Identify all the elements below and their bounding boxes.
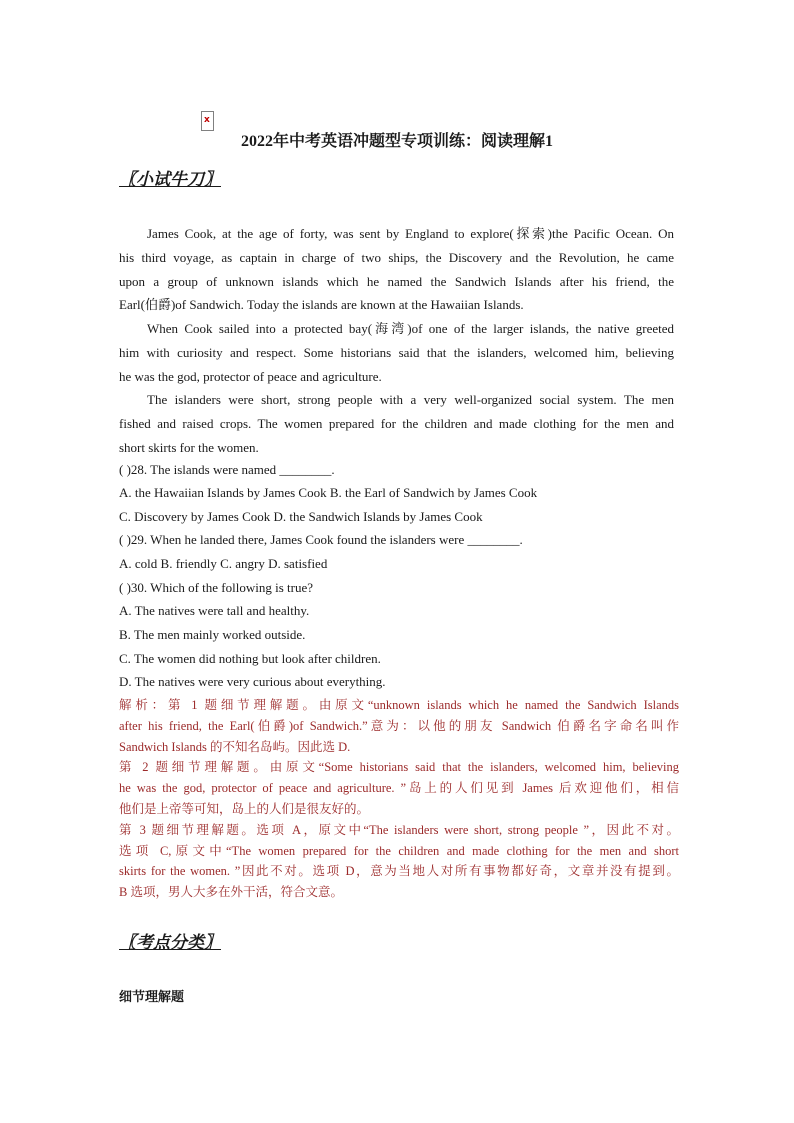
passage-line: James Cook, at the age of forty, was sent by England to explore(探索)the Pacific Ocean. On [147,226,674,241]
passage-line: short skirts for the women. [119,439,259,455]
passage-line: fished and raised crops. The women prepared for the children and made clothing for the men and [119,415,674,431]
analysis-line: 第 3 题细节理解题。选项 A，原文中“The islanders were short, strong people ”，因此不对。 [119,822,679,837]
question-30-option-b: B. The men mainly worked outside. [119,627,306,642]
image-placeholder-glyph: x [204,115,210,125]
question-28: ( )28. The islands were named ________. [119,462,335,477]
question-30: ( )30. Which of the following is true? [119,580,313,595]
analysis-line: Sandwich Islands 的不知名岛屿。因此选 D. [119,739,351,754]
analysis-line: 解析：第 1 题细节理解题。由原文“unknown islands which he named the Sandwich Islands [119,698,679,712]
passage-line: his third voyage, as captain in charge of two ships, the Discovery and the Revolution, he came [119,249,674,265]
analysis-line: 选项 C,原文中“The women prepared for the children and made clothing for the men and short [119,843,679,858]
passage-line: he was the god, protector of peace and agriculture. [119,368,382,384]
passage-line: The islanders were short, strong people with a very well-organized social system. The men [147,392,674,407]
passage-line: Earl(伯爵)of Sandwich. Today the islands are known at the Hawaiian Islands. [119,297,524,313]
passage-paragraph-1 [119,222,674,317]
analysis-line: he was the god, protector of peace and agriculture. ”岛上的人们见到 James 后欢迎他们，相信 [119,781,679,796]
section-heading-categories: 〖考点分类〗 [119,933,221,952]
section-heading-practice: 〖小试牛刀〗 [119,170,221,189]
page-title: 2022年中考英语冲题型专项训练：阅读理解1 [240,133,553,150]
answer-analysis [119,695,679,903]
passage-line: upon a group of unknown islands which he named the Sandwich Islands after his friend, the [119,273,674,289]
passage-line: When Cook sailed into a protected bay(海湾)of one of the larger islands, the native greeted [147,321,674,336]
analysis-line: skirts for the women. ”因此不对。选项 D，意为当地人对所有事物都好奇，文章并没有提到。 [119,864,679,879]
question-30-option-a: A. The natives were tall and healthy. [119,603,310,618]
subheading-detail-comprehension: 细节理解题 [119,990,185,1005]
passage-line: him with curiosity and respect. Some historians said that the islanders, welcomed him, believing [119,344,674,360]
question-30-option-d: D. The natives were very curious about everything. [119,674,386,689]
passage-paragraph-3 [119,388,674,459]
question-29: ( )29. When he landed there, James Cook found the islanders were ________. [119,532,523,547]
analysis-line: B 选项，男人大多在外干活，符合文意。 [119,885,343,900]
analysis-line: 他们是上帝等可知，岛上的人们是很友好的。 [119,801,370,816]
analysis-line: 第 2 题细节理解题。由原文“Some historians said that the islanders, welcomed him, believing [119,760,679,775]
analysis-line: after his friend, the Earl(伯爵)of Sandwich.”意为：以他的朋友 Sandwich 伯爵名字命名叫作 [119,718,679,733]
question-28-options-ab: A. the Hawaiian Islands by James Cook B. the Earl of Sandwich by James Cook [119,485,538,500]
passage-paragraph-2 [119,317,674,388]
broken-image-icon [201,111,214,131]
question-30-option-c: C. The women did nothing but look after children. [119,651,381,666]
question-28-options-cd: C. Discovery by James Cook D. the Sandwich Islands by James Cook [119,509,483,524]
question-29-options: A. cold B. friendly C. angry D. satisfied [119,556,328,571]
